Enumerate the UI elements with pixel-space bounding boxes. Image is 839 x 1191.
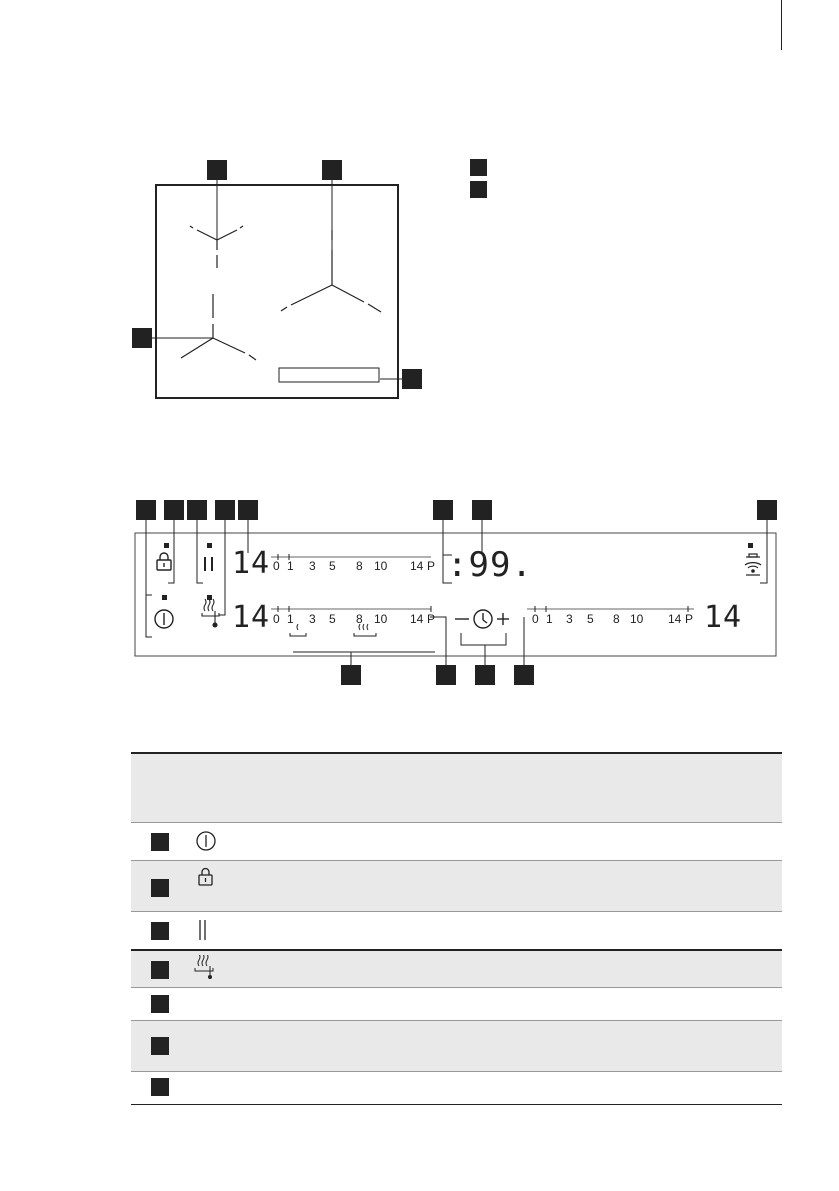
table-row xyxy=(131,911,782,950)
hob-outline xyxy=(156,185,398,398)
scale-tick: 3 xyxy=(309,612,316,626)
legend-square-1 xyxy=(470,159,487,176)
timer-display: :99. xyxy=(447,545,533,585)
table-row xyxy=(131,987,782,1021)
level-display-top: 14 xyxy=(232,546,271,581)
scale-tick: 14 xyxy=(668,612,682,626)
pause-icon xyxy=(197,918,209,942)
control-table xyxy=(131,752,782,1103)
zone-front-left-marks xyxy=(181,294,256,360)
scale-tick: 0 xyxy=(273,612,280,626)
scale-tick: P xyxy=(427,612,436,626)
row-number-square xyxy=(151,1078,169,1096)
scale-tick: 5 xyxy=(329,612,336,626)
scale-tick: 14 xyxy=(410,559,424,573)
scale-tick: P xyxy=(427,559,436,573)
table-row xyxy=(131,822,782,861)
row-number-square xyxy=(151,879,169,897)
scale-tick: 10 xyxy=(374,612,388,626)
scale-tick: 1 xyxy=(287,559,294,573)
scale-tick: 1 xyxy=(287,612,294,626)
scale-tick: 10 xyxy=(630,612,644,626)
keep-warm-icon xyxy=(193,955,219,981)
scale-tick: 8 xyxy=(356,559,363,573)
power-icon xyxy=(195,830,217,852)
level-display-bottom: 14 xyxy=(232,600,271,635)
hob-outline-svg xyxy=(0,0,839,420)
table-row xyxy=(131,1020,782,1072)
table-row xyxy=(131,949,782,989)
callout-zone-rear-left xyxy=(207,160,227,180)
scale-tick: 1 xyxy=(546,612,553,626)
scale-tick: 14 xyxy=(410,612,424,626)
row-number-square xyxy=(151,961,169,979)
scale-tick: 5 xyxy=(329,559,336,573)
callout-zone-right xyxy=(322,160,342,180)
timer-control-icons xyxy=(455,610,509,628)
scale-tick: 3 xyxy=(309,559,316,573)
level-display-right: 14 xyxy=(704,600,743,635)
control-panel-svg xyxy=(0,495,839,695)
table-header xyxy=(131,752,782,824)
control-panel-strip xyxy=(279,368,379,382)
pause-icon xyxy=(205,557,212,571)
keep-warm-icon xyxy=(202,599,219,627)
scale-tick: 5 xyxy=(587,612,594,626)
lock-icon xyxy=(196,866,216,888)
scale-tick: 0 xyxy=(532,612,539,626)
zone-right-marks xyxy=(281,230,381,312)
scale-tick: 8 xyxy=(356,612,363,626)
callout-control-panel xyxy=(402,369,422,389)
callout-zone-front-left xyxy=(132,328,152,348)
row-number-square xyxy=(151,833,169,851)
row-number-square xyxy=(151,1037,169,1055)
table-row xyxy=(131,1071,782,1105)
row-number-square xyxy=(151,922,169,940)
hob-to-hood-icon xyxy=(745,554,761,575)
table-row xyxy=(131,860,782,912)
power-icon xyxy=(155,610,173,628)
legend-square-2 xyxy=(470,181,487,198)
scale-tick: 10 xyxy=(374,559,388,573)
hob-diagram xyxy=(0,0,839,420)
row-number-square xyxy=(151,995,169,1013)
scale-tick: 8 xyxy=(613,612,620,626)
scale-tick: 3 xyxy=(566,612,573,626)
lock-icon xyxy=(157,553,171,570)
scale-tick: P xyxy=(685,612,694,626)
scale-tick: 0 xyxy=(273,559,280,573)
control-panel-diagram xyxy=(0,495,839,695)
